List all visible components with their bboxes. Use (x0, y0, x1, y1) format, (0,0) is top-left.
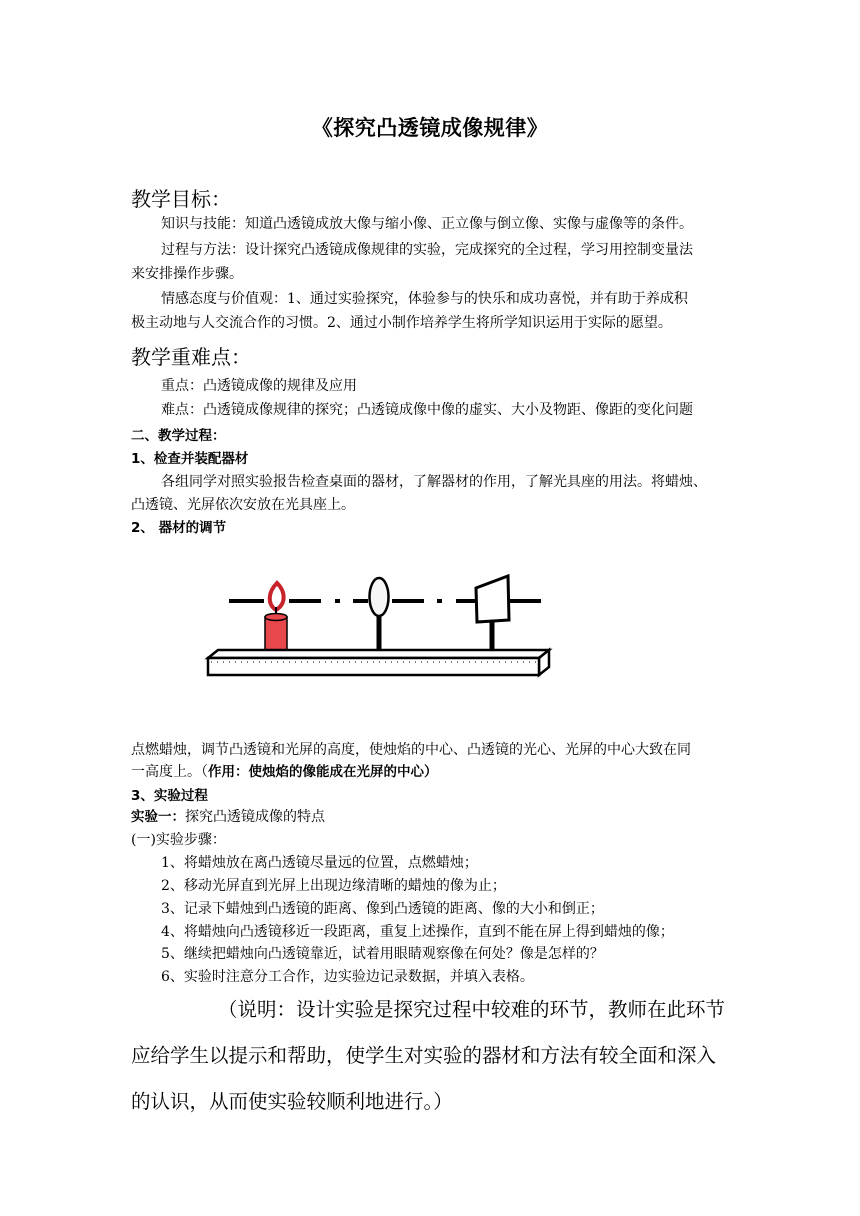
note-line1: （说明：设计实验是探究过程中较难的环节，教师在此环节 (218, 998, 726, 1021)
section2-text-line2 (131, 760, 438, 784)
section1-text-line1: 各组同学对照实验报告检查桌面的器材，了解器材的作用，了解光具座的用法。将蜡烛、 (161, 474, 707, 490)
section2-text-part1: 一高度上。（ (131, 764, 208, 780)
goal-process-line2: 来安排操作步骤。 (131, 266, 243, 282)
goals-heading: 教学目标： (131, 187, 231, 211)
section2-text-emphasis: 作用：使烛焰的像能成在光屏的中心） (208, 764, 438, 780)
process-heading: 二、教学过程： (131, 428, 226, 444)
goal-process-line1: 过程与方法：设计探究凸透镜成像规律的实验，完成探究的全过程，学习用控制变量法 (161, 242, 693, 258)
step-item: 2、移动光屏直到光屏上出现边缘清晰的蜡烛的像为止； (161, 878, 506, 894)
step-item: 4、将蜡烛向凸透镜移近一段距离，重复上述操作，直到不能在屏上得到蜡烛的像； (161, 924, 674, 940)
bench-front (208, 658, 539, 675)
flame-icon (270, 583, 284, 610)
screen-icon (476, 576, 509, 622)
section1-title: 1、检查并装配器材 (131, 451, 249, 467)
experiment1-text: 探究凸透镜成像的特点 (185, 809, 325, 825)
lens-icon (370, 578, 389, 616)
experiment1-line (131, 805, 325, 829)
goal-emotion-line2: 极主动地与人交流合作的习惯。2、通过小制作培养学生将所学知识运用于实际的愿望。 (131, 315, 672, 331)
page-title: 《探究凸透镜成像规律》 (311, 116, 549, 140)
experiment1-label: 实验一： (131, 809, 185, 825)
goal-knowledge: 知识与技能：知道凸透镜成放大像与缩小像、正立像与倒立像、实像与虚像等的条件。 (161, 216, 693, 232)
steps-heading: (一)实验步骤： (131, 832, 226, 848)
difficult-point: 难点：凸透镜成像规律的探究；凸透镜成像中像的虚实、大小及物距、像距的变化问题 (161, 402, 693, 418)
note-line3: 的认识，从而使实验较顺利地进行。） (131, 1090, 453, 1113)
optical-bench (208, 650, 549, 675)
key-points-heading: 教学重难点： (131, 345, 251, 369)
step-item: 6、实验时注意分工合作，边实验边记录数据，并填入表格。 (161, 969, 534, 985)
section3-title: 3、实验过程 (131, 788, 208, 804)
key-point: 重点：凸透镜成像的规律及应用 (161, 378, 357, 394)
convex-lens (370, 578, 389, 657)
light-screen (476, 576, 509, 657)
step-item: 3、记录下蜡烛到凸透镜的距离、像到凸透镜的距离、像的大小和倒正； (161, 901, 604, 917)
goal-emotion-line1: 情感态度与价值观：1、通过实验探究，体验参与的快乐和成功喜悦，并有助于养成积 (161, 291, 688, 307)
note-line2: 应给学生以提示和帮助，使学生对实验的器材和方法有较全面和深入 (131, 1044, 717, 1067)
candle-top (265, 614, 287, 621)
candle (265, 583, 287, 659)
step-item: 5、继续把蜡烛向凸透镜靠近，试着用眼睛观察像在何处？像是怎样的？ (161, 946, 604, 962)
section2-text-line1: 点燃蜡烛，调节凸透镜和光屏的高度，使烛焰的中心、凸透镜的光心、光屏的中心大致在同 (131, 742, 691, 758)
step-item: 1、将蜡烛放在离凸透镜尽量远的位置，点燃蜡烛； (161, 855, 478, 871)
section1-text-line2: 凸透镜、光屏依次安放在光具座上。 (131, 497, 355, 513)
section2-title: 2、 器材的调节 (131, 520, 227, 536)
